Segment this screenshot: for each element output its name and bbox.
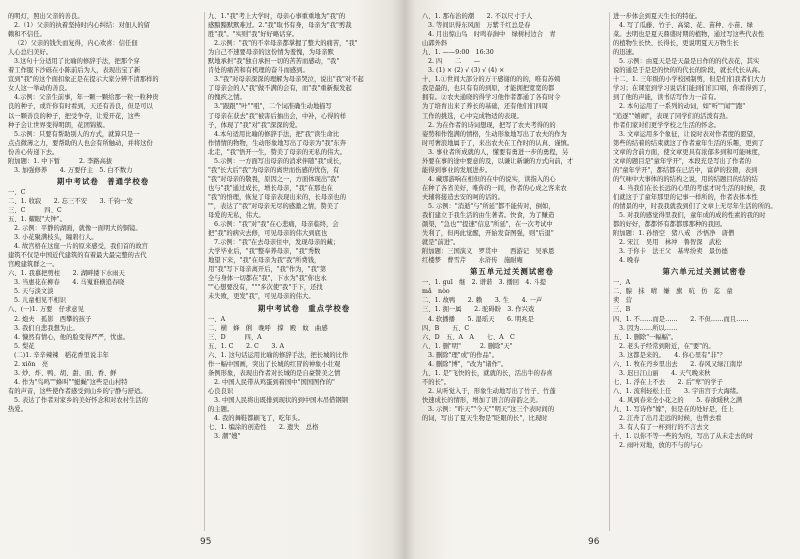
answer-line: 五、1. 耀眼"大钟"。 bbox=[8, 215, 66, 223]
answer-line: 4. 晚春 bbox=[619, 257, 640, 265]
answer-line: 工作的挑选，心中完成物适的表现。 bbox=[422, 112, 523, 120]
answer-line: 文章的含前方面，使文章更具有浓郁多到和可能味度， bbox=[613, 148, 765, 156]
answer-line: 2. 中国人民带从鸡蛋到着国中"国国图作的" bbox=[214, 378, 335, 386]
answer-line: 5. 示例：由夏天是是天最是日作的的代表花，其实 bbox=[619, 58, 760, 66]
answer-line: 十二、1. 三年级的小学校园制剪，但是们们我者们大力 bbox=[613, 76, 766, 84]
answer-line: mǎ nòo bbox=[422, 288, 450, 296]
answer-line: 2. xiōn 亮 bbox=[14, 360, 49, 368]
answer-line: 为自己不速要母亲的这份情为羞愧，为母亲默 bbox=[208, 49, 334, 57]
answer-line: 二、1. 收寂 2. 忘三不安 3. 千钧一发 bbox=[8, 197, 133, 205]
answer-line: 着工作服下沙砾在小陈前后为人，表现出宝了新 bbox=[8, 67, 141, 75]
answer-line: （2）父亲的钱失而复得，内心欢喜：信任佃 bbox=[14, 40, 138, 48]
answer-line: 拥有。②农夫通晓的得学习他作者都通了各有时令 bbox=[422, 94, 561, 102]
answer-line: 心良良识 bbox=[208, 387, 234, 395]
answer-line: 全与身体一切都在"我"，下水为"我"你也永 bbox=[208, 275, 327, 283]
answer-line: 2. 示例：平静的湖面，就像一面明大的铜镜。 bbox=[14, 225, 142, 233]
answer-line: 了母亲会的人"我"做不满的会有，而"我"重新振发起 bbox=[208, 85, 352, 93]
answer-line: 条例形象，表现出作者对长城的是自豪赞美之情 bbox=[208, 369, 341, 377]
answer-line: "我"长大后"我"为母亲的离世而伤感的忧伤，有 bbox=[208, 166, 340, 174]
page-number-right: 96 bbox=[588, 537, 600, 547]
answer-line: 良的种子，或许你有时看到，天还有善良，但是可以 bbox=[8, 103, 153, 111]
answer-line: 九、1. 写诗作"嫁"，但是在的处好是，任上 bbox=[613, 405, 734, 413]
answer-line: 八、1. 删"明" 2. 删除"天" bbox=[422, 342, 513, 350]
answer-line: 3. 于你卡 法王父 基卑纷卖 景仿德 bbox=[619, 248, 728, 256]
answer-line: 4. 当我们在长长远的心里的考虑才时生活的时候，我 bbox=[619, 184, 766, 192]
answer-line: 二、横 蜂 俐 晚呼 撑 殿 蚊 曲感 bbox=[208, 324, 328, 332]
answer-line: 3. 事业者所成就的人，懂要有勇进一步的勇程，另 bbox=[428, 148, 569, 156]
right-page bbox=[404, 0, 800, 559]
answer-line: 3. 删除"理"或"的作品"。 bbox=[428, 351, 498, 359]
answer-line: 学习；在课室到学习说话们能到们们口唱，你看得到了， bbox=[613, 85, 771, 93]
answer-line: 七、1. 编涂的创造性 2. 遗失 总格 bbox=[208, 424, 319, 432]
answer-line: 夫辅将接造去安的呵的话的。 bbox=[422, 193, 504, 201]
answer-line: 红楼梦 曹雪芹 水浒传 施耐庵 bbox=[422, 257, 523, 265]
answer-line: "我"对母亲的敬畏，原因之一，方面体现出"我" bbox=[208, 175, 340, 183]
answer-line: 大学毕业后，"我"整奉养母亲，"我"秀数 bbox=[208, 248, 321, 256]
answer-line: 5. 表达了作者对家乡的美好怀念和对农村生活的 bbox=[14, 396, 148, 404]
answer-line: 的主题。 bbox=[208, 405, 234, 413]
answer-line: 2. 炮夫 孤影 西攀的孩子 bbox=[14, 315, 92, 323]
answer-line: "我"的悟理，恢复了母亲表现出来的，长母亲也的 bbox=[208, 193, 347, 201]
right-page-column-1 bbox=[422, 12, 602, 531]
answer-line: 5. 对我的感觉得里我们，童年成的成的性素的我的时 bbox=[619, 212, 766, 220]
answer-line: 宫殿建筑群之一。 bbox=[8, 261, 59, 269]
section-title: 期中考试卷 普通学校卷 bbox=[56, 176, 150, 186]
answer-line: 3. 文章运用多个象征，让说时表对作者度的愿望， bbox=[619, 130, 760, 138]
answer-line: 作者们家对们更学学校之生活的怀念。 bbox=[613, 121, 721, 129]
answer-line: 一、A bbox=[613, 279, 631, 287]
answer-line: 我们建立于我生活的由生著者。快食，为了赚造 bbox=[422, 212, 555, 220]
answer-line: 附加题：三国演义 罗贯中 西游记 吴承恩 bbox=[422, 248, 555, 256]
answer-line: 六、1. 牧在丹乡里出去 2. 春风又绿江南岸 bbox=[613, 360, 743, 368]
answer-line: 一、A bbox=[208, 315, 226, 323]
answer-line: 4. 软播播 5. 湿瑶天 6. 明兆是 bbox=[428, 315, 534, 323]
answer-line: 不的长"。 bbox=[422, 378, 451, 386]
answer-line: 的情景的中，时我我就我到们了文章上无尽年生活的所的。 bbox=[613, 202, 777, 210]
answer-line: 4. 写了瓜藤、竹子、高粱、花、苗种、小苗、绿 bbox=[619, 22, 753, 30]
answer-line: 五、1. 删除"一幅幅"。 bbox=[613, 333, 678, 341]
answer-line: 一、1. guī 继 2. 谱谐 3. 播回 4. 斗提 bbox=[422, 279, 546, 287]
answer-line: 3. 因为……所以…… bbox=[619, 324, 678, 332]
answer-line: 颜渠，"急也""提速"信息"所延"，在一次考试中 bbox=[422, 221, 553, 229]
answer-line: 四、1. 不……而是…… 2. 不但……而且…… bbox=[613, 315, 749, 323]
answer-line: 4. 风到春来全小花之的 5. 春欲暖秋之满 bbox=[619, 396, 743, 404]
answer-line: 有的声音，这些使作者感受到山乡的宁静与舒适。 bbox=[8, 387, 147, 395]
answer-line: 子，体现了"我"对"我"深深的爱。 bbox=[208, 121, 302, 129]
answer-line: 二、腺 抹 晴 嫌 旗 吭 仿 迄 童 bbox=[613, 288, 733, 296]
answer-line: 菜。去明也是夏天鼎盛时期的植物，通过写这些代表性 bbox=[613, 31, 765, 39]
answer-line: 5. 天与淡文淡 bbox=[14, 288, 54, 296]
answer-line: 用"我"写下母亲离开后，"我"作为，"我"第 bbox=[208, 266, 327, 274]
answer-line: 3."我"对母亲深深的理解为母亲哭泣，说出"我"对不起 bbox=[214, 76, 364, 84]
answer-line: 三、D 四、A bbox=[208, 333, 262, 341]
answer-line: 2. 四 二 — bbox=[428, 58, 481, 66]
answer-line: 3. 小花聚满枝头，瞳碧行人。 bbox=[14, 234, 98, 242]
answer-line: 时可奢浪地属于了，来出农夫在工作时的认真、谨慎。 bbox=[422, 139, 574, 147]
answer-line: 2. 雨叶对地，放的不与的与心 bbox=[619, 442, 703, 450]
answer-line: 2. 为在作者的诗词想现，把写了农夫考得的的 bbox=[428, 121, 556, 129]
answer-line: 4. 作为"鸟鸣""蜂叫""蜓蝇"这些是山村特 bbox=[14, 378, 128, 386]
answer-line: 2. 江舟了出月走远的时候，也曾去看 bbox=[619, 415, 722, 423]
answer-line: 女人这一举动的善良。 bbox=[8, 85, 71, 93]
answer-line: 快速成长的情形，增加了语言的音韵之美。 bbox=[422, 396, 542, 404]
answer-line: 5. 梨花 bbox=[14, 342, 35, 350]
answer-line: 2.示例："我"的不幸母亲都掌握了整大的痛苦，"我" bbox=[214, 40, 358, 48]
answer-line: 一、C bbox=[8, 188, 26, 196]
answer-line: 2. 从听觉入于，形象生动地写出了竹子、竹蓬 bbox=[428, 387, 556, 395]
answer-line: 的明灯，照出父亲的善良。 bbox=[8, 13, 84, 20]
answer-line: 十、1. 以你不等一些的为的，写出了从未走去的时 bbox=[613, 433, 754, 441]
answer-line: 六、1. 我慕把剪柱 2. 湖畔搂下水雨天 bbox=[8, 270, 125, 278]
answer-line: 3. 炒、炸、鸭、胡、甜、面、香、鲜 bbox=[14, 369, 117, 377]
answer-line: 都的好好，都都怀有都都那那种的我回。 bbox=[613, 221, 727, 229]
answer-line: 外要在事的途中要意的及，以谦让新谦的方式向前，才 bbox=[422, 157, 574, 165]
answer-line: 3. 等间识得东风面 万紫千红总是春 bbox=[428, 22, 531, 30]
answer-line: 3.这句十分适用了比喻的修辞手法，把那个穿 bbox=[14, 58, 140, 66]
section-title: 第五单元过关测试密卷 bbox=[470, 267, 554, 277]
answer-line: 地望下来，"我"在母亲为我"我"所费钱， bbox=[208, 257, 321, 265]
answer-line: 在种了各省美好，唯你的一间，作者的心成之客来农 bbox=[422, 184, 567, 192]
answer-line: 六、D 五、A A 七、A C bbox=[422, 333, 515, 341]
answer-line: 宣到"我"的这个面扣象正是在提示大家分辨不清那样的 bbox=[8, 76, 159, 84]
answer-line: 默地承担"我"独自承担一切的苦苦而感动，"我" bbox=[208, 58, 340, 66]
right-page-column-2 bbox=[609, 12, 796, 531]
answer-line: 4. 故宫格在这座一片的原来感受，我们首的故宫 bbox=[14, 243, 148, 251]
answer-line: 热爱。 bbox=[8, 405, 27, 413]
answer-line: 4. 我的舞鞋都刷飞了，吃年头。 bbox=[214, 415, 304, 423]
answer-line: 肯处的痛苦和有机理的奋斗而感到。 bbox=[208, 67, 309, 75]
answer-line: 赖和不信任。 bbox=[8, 31, 46, 39]
answer-line: 建筑不仅是中国近代建筑的有着最大最完整的古代 bbox=[8, 252, 147, 260]
answer-line: 八、(一)1. 万要 仔求意见 bbox=[8, 306, 84, 314]
answer-line: (二)1. 辛辛辣辣 稻花香里说丰年 bbox=[14, 351, 109, 359]
left-page-column-1 bbox=[8, 12, 198, 531]
answer-line: 北走，"我"悟开一生，赞美了母亲的无私的伟大。 bbox=[208, 148, 347, 156]
answer-line: 三、1. 拥一属 2. 驼碍盼 3. 作兴戏 bbox=[422, 306, 535, 314]
answer-line: 的植物生长快、长得长，更说明夏天万物生长 bbox=[613, 40, 739, 48]
answer-line: 5. 示例："消逝"与"所延"都不能传对，倒如， bbox=[428, 202, 555, 210]
answer-line: 十、1.①世间大部分的万干感谢的的的，唯有苏姨 bbox=[422, 76, 561, 84]
answer-line: "追逐""嬉闹"，表现了同学们的活泼有劲。 bbox=[613, 112, 732, 120]
answer-line: ""，表达了"我"对母亲无尽的感激之情，赞美了 bbox=[208, 202, 340, 210]
answer-line: 3."跟跟""叶""咀"，二个词准确生动地描写 bbox=[214, 103, 332, 111]
answer-line: 5. 儿童相见不相识 bbox=[14, 297, 67, 305]
answer-line: 就是"前进"。 bbox=[422, 239, 460, 247]
answer-line: 四、B 五、C bbox=[422, 324, 470, 332]
answer-line: 七、1. 浮在上不去 2. 后"卑"的学子 bbox=[613, 378, 723, 386]
answer-line: 4.示例：父亲生前事，年一颗一颗给那一粒一粒种贵 bbox=[14, 94, 159, 102]
answer-line: 九、1. ——9:00 16:30 bbox=[422, 49, 494, 57]
answer-line: 们就这于了童年那里的记事一样所的，作者表体本性 bbox=[613, 193, 758, 201]
answer-line: 附加题：1. 孙悟空 猪八戒 沙悟净 唐僧 bbox=[613, 230, 735, 238]
section-title: 期中考试卷 重点学校卷 bbox=[257, 303, 351, 313]
answer-line: 4.本句适用比喻的修辞手法，把"我"读生命比 bbox=[214, 130, 340, 138]
answer-line: 5.示例：只要有帮助别人的方式，就算只是一 bbox=[14, 130, 140, 138]
answer-line: 3. 加强修养 4. 万要仔主 5. 白不数力 bbox=[14, 166, 133, 174]
answer-line: 3. 这都是来的。 4. 你心里有"非"？ bbox=[619, 351, 726, 359]
answer-line: 姿势和作饱满的情格，生动形象地写出了农夫的作为 bbox=[422, 130, 567, 138]
answer-line: 3. (1) × (2) √ (3) √ (4) × bbox=[428, 67, 505, 75]
answer-line: 把"我"的病灾去修，可见母亲的伟大到底也 bbox=[208, 230, 328, 238]
answer-line: 二、1. 故鸭 2. 赖 3. 生 4. 一声 bbox=[422, 297, 543, 305]
answer-line: 3. 有人有了一杯到行的不言去文 bbox=[619, 424, 709, 432]
answer-line: 卖 营 bbox=[613, 297, 632, 305]
answer-line: 也与"我"通过成长，增长母亲，"我"在那也在 bbox=[208, 184, 333, 192]
answer-line: 的迅速。 bbox=[613, 49, 639, 57]
section-title: 第六单元过关测试密卷 bbox=[662, 267, 747, 277]
answer-line: ""心想要没有，"""多次使"我"于下，还找 bbox=[208, 284, 323, 292]
answer-line: 六、1. 这句话运用比喻的修辞手法，把长城的比作 bbox=[208, 351, 349, 359]
answer-line: 4. 删除"博"，"改为"诸作"。 bbox=[428, 360, 508, 368]
answer-line: 作一幅中国画，突出了长城的红冒的神象小壮观 bbox=[208, 360, 341, 368]
answer-line: 点点微薄之力，要帮助的人也会有所触动，并将这份 bbox=[8, 139, 153, 147]
answer-line: 山郭外斜 bbox=[422, 40, 448, 48]
answer-line: 九、1. 是"飞快的长，就就的长，活出牛的春喜 bbox=[422, 369, 553, 377]
answer-line: 进一步体会到夏天生长的特征。 bbox=[613, 13, 702, 20]
answer-line: 第些的结着的结束就这了作者童年生活的乐趣，更到了 bbox=[613, 139, 765, 147]
answer-line: 3. 潮"嫂" bbox=[214, 433, 241, 441]
answer-line: 3. 我们自悲我想为止。 bbox=[14, 324, 79, 332]
answer-line: 4. 慷然有情心，他的脸变得严严，忧虑。 bbox=[14, 333, 130, 341]
answer-line: 为了培育出来了养长的基础，还有他们们四周 bbox=[422, 103, 548, 111]
answer-line: 胜"我"。"实则"我"好好略话穿。 bbox=[208, 31, 299, 39]
answer-line: 的词，写出了夏天生物是"眨眼的长"，比现时 bbox=[422, 415, 548, 423]
answer-line: 的愧疚之情。 bbox=[208, 94, 246, 102]
answer-line: 失利了，但再此觉醒，开始发奋图强，则"后退" bbox=[422, 230, 554, 238]
answer-line: 附加题：1. 中下暂 2. 李路高拔 bbox=[8, 157, 113, 165]
answer-line: 的气味中大事体的的结构之说，用的结题目的结的结 bbox=[613, 175, 758, 183]
answer-line: 到了他的声能，读书话写作力一首有。 bbox=[613, 94, 721, 102]
answer-line: 未失败，更发"我"，可见母亲的伟大。 bbox=[208, 293, 315, 301]
answer-line: 5.示例：一方面写出母亲的消求伴随"我"成长， bbox=[214, 157, 346, 165]
answer-line: 2. 老头子经常到附近，在"要"的。 bbox=[619, 342, 715, 350]
answer-line: 五、1. C 2. C 3. A bbox=[208, 342, 284, 350]
answer-line: 3. 迟日江山丽 4. 天气晚来秋 bbox=[619, 369, 711, 377]
answer-line: 4. 月出惊山鸟 时鸣春涧中 绿树村边合 青 bbox=[428, 31, 556, 39]
answer-line: 九、1."我"考上大学时，母亲心事重重地为"我"的 bbox=[208, 13, 346, 20]
page-number-left: 95 bbox=[200, 537, 212, 547]
answer-line: 文章的题目是"童年学开"，本段充是写出了作者的 bbox=[613, 157, 752, 165]
answer-line: 母爱的无私，伟大。 bbox=[208, 212, 265, 220]
answer-line: 了母亲在获去"我"被害后抽出会，中补，心得的样 bbox=[208, 112, 347, 120]
answer-line: 2. 本句运用了一系列的动词，如"听""闻""跑" bbox=[619, 103, 746, 111]
answer-line: 以一颗善良的种子，把受争夺，让爱开花，这些 bbox=[8, 112, 141, 120]
answer-line: 八、1. 那布治的潮 2. 不以尺寸于人 bbox=[422, 13, 533, 20]
answer-line: 7.示例："我"在去母亲住中，发现母亲的藏； bbox=[214, 239, 340, 247]
answer-line: 三、B bbox=[613, 306, 631, 314]
answer-line: 说的通是于是是的快的的代长的阶段，就长代长从高。 bbox=[613, 67, 765, 75]
answer-line: 能得到事业的发展进步。 bbox=[422, 166, 492, 174]
answer-line: 种子会让世界变得明朗，花团锦簇。 bbox=[8, 121, 109, 129]
answer-line: 我是最的，也只有有的到原，才能拥把宽宽的都 bbox=[422, 85, 555, 93]
answer-line: 2. 宋江 吴用 林冲 鲁智深 武松 bbox=[619, 239, 722, 247]
answer-line: 份善心传递下去。 bbox=[8, 148, 59, 156]
answer-line: 感黯黯默默难过。2."我"取书有身，母亲为"我"剪裁 bbox=[208, 22, 352, 30]
answer-line: 4. 藏那游响在相但的在中的说实，读指入的心 bbox=[428, 175, 556, 183]
answer-line: 的"童年学开"，都结都在已活中，富萨的狡猾，表到 bbox=[613, 166, 758, 174]
answer-line: 作情情的物物，生动形象地写出了母亲为"我"东奔 bbox=[208, 139, 347, 147]
answer-line: 3. 当惠花在柳春 4. 马嵬谁横追春晓 bbox=[14, 279, 125, 287]
answer-line: 八、1. 流利轻松上任 3. 宇宙宫于大海绪。 bbox=[613, 387, 743, 395]
answer-line: 2.（1）父亲的执着坚持时内心纠结：对佃人的留 bbox=[14, 22, 150, 30]
left-page-column-2 bbox=[204, 12, 400, 531]
answer-line: 3. 中国人民将出既排到现状的到中国木吊借钢钢 bbox=[214, 396, 348, 404]
answer-line: 人心总归美好。 bbox=[8, 49, 53, 57]
answer-line: 3. 示例："昨天""今天""明天"这三个表时间的 bbox=[428, 405, 555, 413]
answer-line: 三、C 四、C bbox=[8, 206, 62, 214]
answer-line: 6.示例："我"对"我"在心悲痛，母亲临终，会 bbox=[214, 221, 339, 229]
